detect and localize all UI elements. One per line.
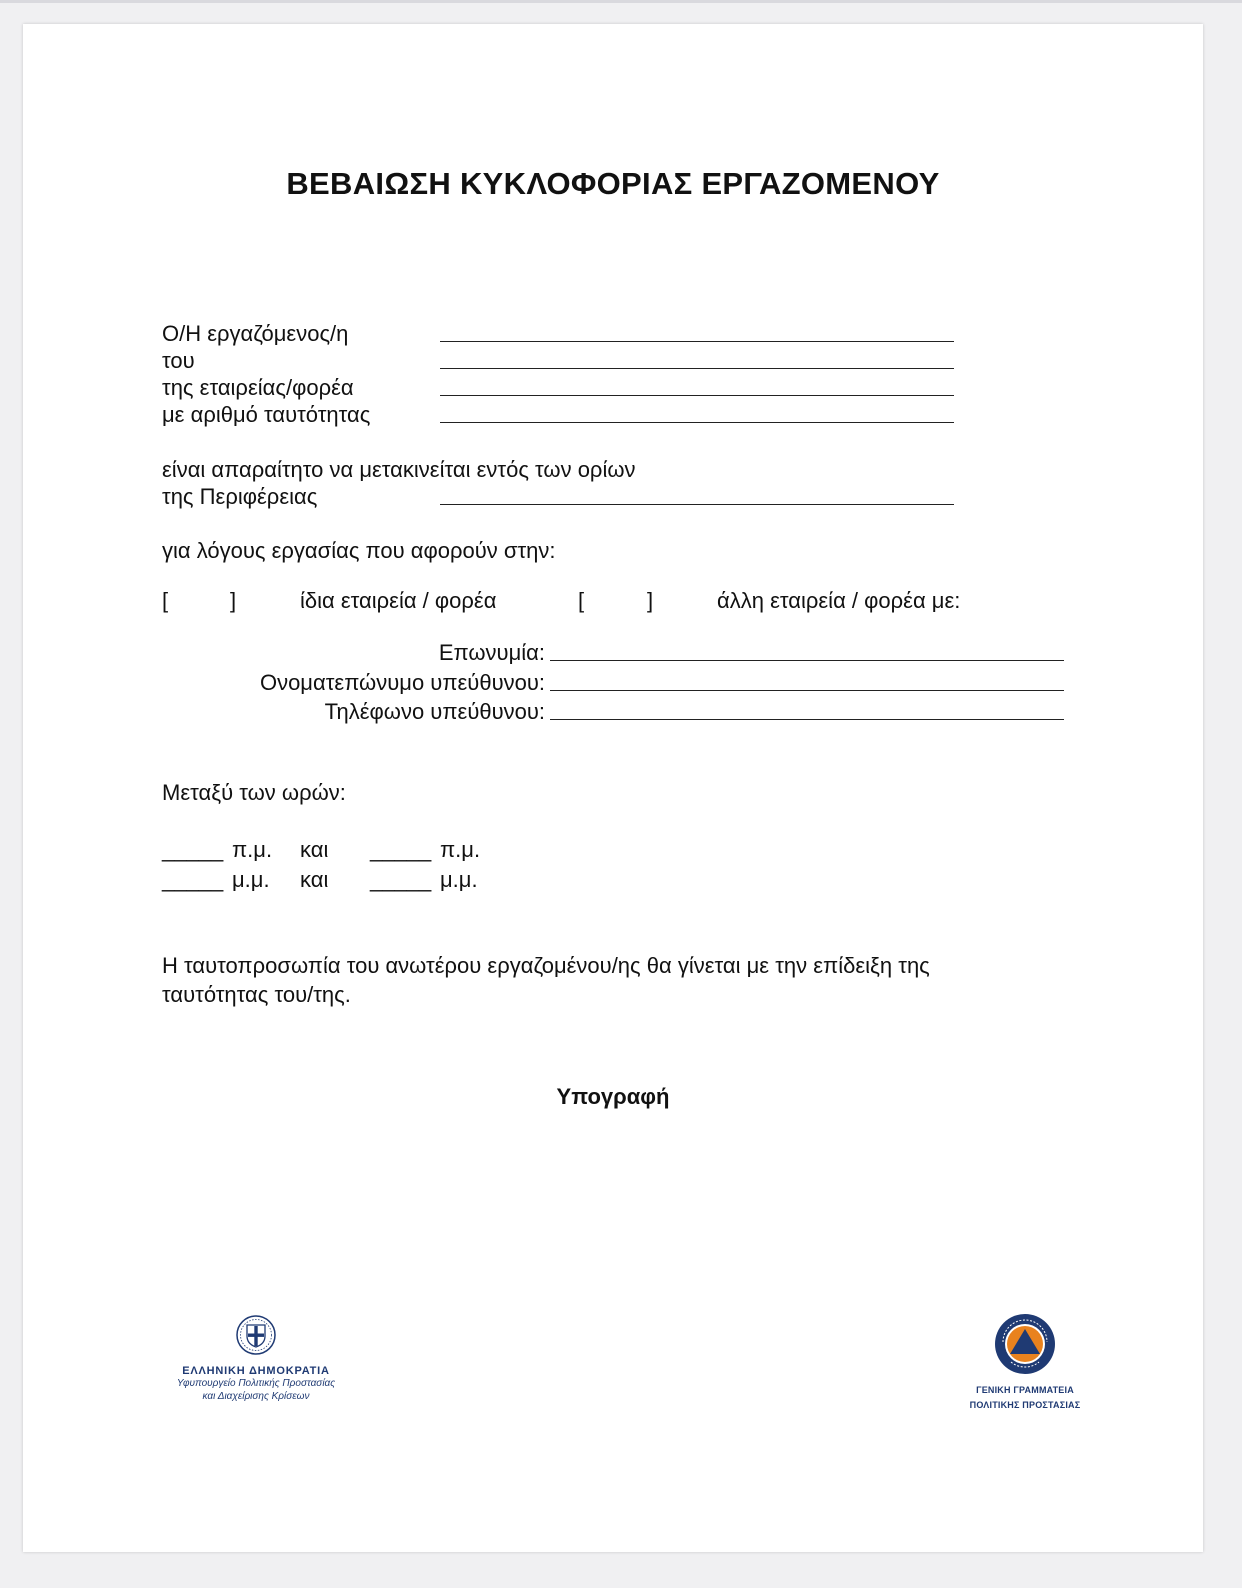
- responsible-name-label: Ονοματεπώνυμο υπεύθυνου:: [259, 670, 545, 695]
- document-title: ΒΕΒΑΙΩΣΗ ΚΥΚΛΟΦΟΡΙΑΣ ΕΡΓΑΖΟΜΕΝΟΥ: [286, 166, 940, 201]
- civil-protection-logo-icon: [993, 1312, 1057, 1376]
- am-from-unit: π.μ.: [232, 837, 273, 862]
- same-company-checkbox-close[interactable]: ]: [230, 588, 237, 613]
- responsible-name-field[interactable]: [550, 690, 1064, 691]
- id-number-label: με αριθμό ταυτότητας: [162, 402, 371, 427]
- am-to-field[interactable]: _____: [370, 837, 432, 862]
- region-label: της Περιφέρειας: [162, 484, 318, 509]
- responsible-phone-field[interactable]: [550, 719, 1064, 720]
- company-name-field[interactable]: [550, 660, 1064, 661]
- company-field[interactable]: [440, 395, 954, 396]
- id-number-field[interactable]: [440, 422, 954, 423]
- footer-right-line2: ΠΟΛΙΤΙΚΗΣ ΠΡΟΣΤΑΣΙΑΣ: [969, 1400, 1081, 1410]
- hours-label: Μεταξύ των ωρών:: [162, 780, 346, 805]
- greek-coat-of-arms-icon: [235, 1314, 277, 1356]
- signature-label: Υπογραφή: [556, 1084, 670, 1109]
- am-connector: και: [300, 837, 329, 862]
- pm-connector: και: [300, 867, 329, 892]
- employee-field[interactable]: [440, 341, 954, 342]
- company-label: της εταιρείας/φορέα: [162, 375, 354, 400]
- footer-left-logo: [161, 1314, 351, 1403]
- other-company-checkbox-close[interactable]: ]: [647, 588, 654, 613]
- pm-from-field[interactable]: _____: [162, 867, 224, 892]
- father-field[interactable]: [440, 368, 954, 369]
- same-company-checkbox-open[interactable]: [: [162, 588, 169, 613]
- employee-label: Ο/Η εργαζόμενος/η: [162, 321, 349, 346]
- document-page: [23, 24, 1203, 1552]
- identity-note-line1: Η ταυτοπροσωπία του ανωτέρου εργαζομένου/ης θα γίνεται με την επίδειξη της: [162, 953, 930, 978]
- movement-text-line1: είναι απαραίτητο να μετακινείται εντός των ορίων: [162, 457, 636, 482]
- same-company-label: ίδια εταιρεία / φορέα: [300, 588, 497, 613]
- footer-right-logo: [965, 1312, 1085, 1411]
- father-label: του: [162, 348, 195, 373]
- responsible-phone-label: Τηλέφωνο υπεύθυνου:: [324, 699, 545, 724]
- other-company-label: άλλη εταιρεία / φορέα με:: [717, 588, 961, 613]
- footer-left-org: ΕΛΛΗΝΙΚΗ ΔΗΜΟΚΡΑΤΙΑ: [182, 1365, 330, 1377]
- pm-to-field[interactable]: _____: [370, 867, 432, 892]
- other-company-checkbox-open[interactable]: [: [578, 588, 585, 613]
- work-reason-text: για λόγους εργασίας που αφορούν στην:: [162, 538, 556, 563]
- pm-to-unit: μ.μ.: [440, 867, 478, 892]
- pm-from-unit: μ.μ.: [232, 867, 270, 892]
- footer-left-line2: και Διαχείρισης Κρίσεων: [202, 1391, 310, 1402]
- am-to-unit: π.μ.: [440, 837, 481, 862]
- identity-note-line2: ταυτότητας του/της.: [162, 982, 351, 1007]
- footer-left-line1: Υφυπουργείο Πολιτικής Προστασίας: [176, 1378, 336, 1389]
- region-field[interactable]: [440, 504, 954, 505]
- company-name-label: Επωνυμία:: [438, 640, 545, 665]
- am-from-field[interactable]: _____: [162, 837, 224, 862]
- viewer-top-edge: [0, 0, 1242, 3]
- footer-right-line1: ΓΕΝΙΚΗ ΓΡΑΜΜΑΤΕΙΑ: [976, 1385, 1074, 1395]
